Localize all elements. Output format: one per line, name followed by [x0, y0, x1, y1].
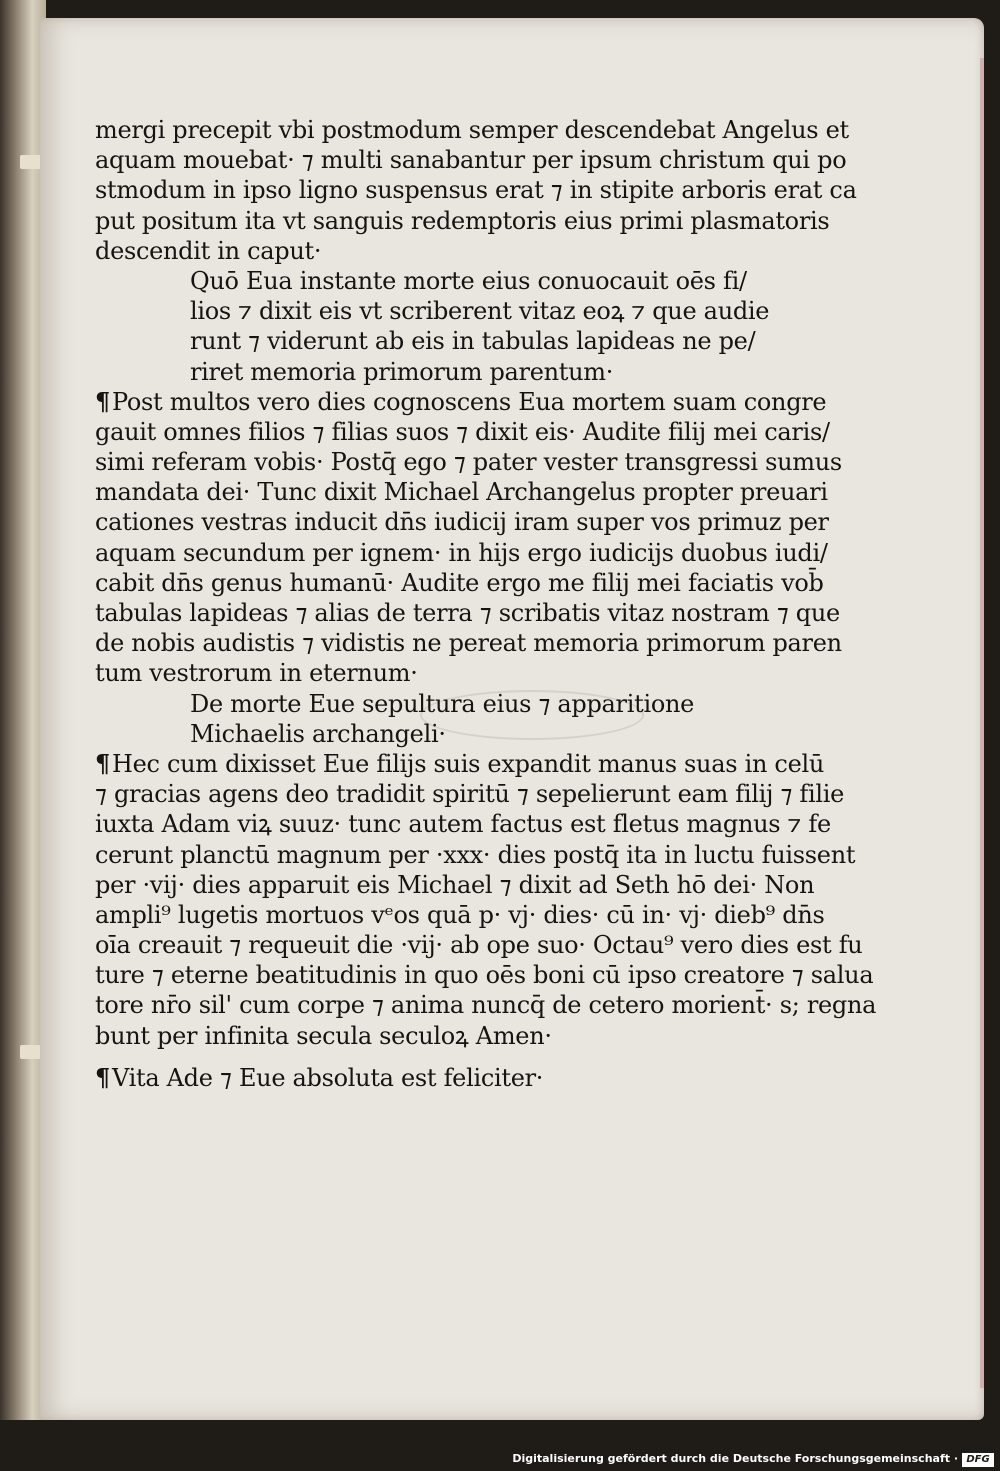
text-line: tum vestrorum in eternum·	[95, 659, 418, 688]
spacer	[95, 1051, 795, 1063]
text-line: ture ⁊ eterne beatitudinis in quo oēs boni cū ipso creatore ⁊ salua	[95, 961, 874, 990]
text-line: Hec cum dixisset Eue filijs suis expandit manus suas in celū	[111, 749, 825, 778]
text-line-with-pilcrow	[95, 386, 827, 417]
text-line: de nobis audistis ⁊ vidistis ne pereat memoria primorum paren	[95, 629, 842, 658]
text-line: descendit in caput·	[95, 236, 322, 265]
incunable-text	[95, 115, 877, 1093]
pilcrow-mark: ¶	[95, 1062, 110, 1092]
pilcrow-mark: ¶	[95, 748, 110, 778]
text-line: simi referam vobis· Postq̄ ego ⁊ pater vester transgressi sumus	[95, 448, 842, 477]
text-line: aquam secundum per ignem· in hijs ergo iudicijs duobus iudi/	[95, 538, 828, 567]
text-line: cabit dn̄s genus humanū· Audite ergo me filij mei faciatis vob̄	[95, 568, 824, 597]
dfg-logo: DFG	[962, 1453, 994, 1467]
chapter-heading-line: runt ⁊ viderunt ab eis in tabulas lapideas ne pe/	[190, 327, 756, 356]
funding-credit: Digitalisierung gefördert durch die Deutsche Forschungsgemeinschaft ·	[512, 1452, 958, 1465]
chapter-heading-line: Michaelis archangeli·	[190, 719, 446, 748]
chapter-heading-line: lios ⁊ dixit eis vt scriberent vitaz eoꝝ ⁊ que audie	[190, 297, 770, 326]
binding-thread	[20, 155, 42, 169]
text-line: ⁊ gracias agens deo tradidit spiritū ⁊ sepelierunt eam filij ⁊ filie	[95, 780, 845, 809]
text-line: stmodum in ipso ligno suspensus erat ⁊ in stipite arboris erat ca	[95, 176, 857, 205]
digitization-footer	[0, 1420, 1000, 1471]
chapter-heading-line: riret memoria primorum parentum·	[190, 357, 614, 386]
explicit-text: Vita Ade ⁊ Eue absoluta est feliciter·	[111, 1063, 544, 1092]
text-line: aquam mouebat· ⁊ multi sanabantur per ipsum christum qui po	[95, 146, 847, 175]
page-edge	[980, 58, 984, 1388]
text-line: gauit omnes filios ⁊ filias suos ⁊ dixit eis· Audite filij mei caris/	[95, 417, 830, 446]
chapter-heading-line: De morte Eue sepultura eius ⁊ apparitione	[190, 689, 695, 718]
text-line-with-pilcrow	[95, 748, 825, 779]
text-line: cationes vestras inducit dn̄s iudicij iram super vos primuz per	[95, 508, 829, 537]
text-line: ampli⁹ lugetis mortuos vᵉos quā p· vj· dies· cū in· vj· dieb⁹ dn̄s	[95, 900, 825, 929]
chapter-heading-line: Quō Eua instante morte eius conuocauit oēs fi/	[190, 266, 747, 295]
text-line: cerunt planctū magnum per ·xxx· dies postq̄ ita in luctu fuissent	[95, 840, 856, 869]
text-line: tore nr̄o sil' cum corpe ⁊ anima nuncq̄ de cetero morient̄· s; regna	[95, 991, 877, 1020]
pilcrow-mark: ¶	[95, 386, 110, 416]
text-line: mandata dei· Tunc dixit Michael Archangelus propter preuari	[95, 478, 828, 507]
text-line: tabulas lapideas ⁊ alias de terra ⁊ scribatis vitaz nostram ⁊ que	[95, 599, 840, 627]
text-line: mergi precepit vbi postmodum semper descendebat Angelus et	[95, 116, 849, 144]
text-line: Post multos vero dies cognoscens Eua mortem suam congre	[111, 387, 827, 416]
explicit-line	[95, 1063, 795, 1093]
text-line: oīa creauit ⁊ requeuit die ·vij· ab ope suo· Octau⁹ vero dies est fu	[95, 931, 863, 960]
binding-thread	[20, 1045, 42, 1059]
text-line: per ·vij· dies apparuit eis Michael ⁊ dixit ad Seth hō dei· Non	[95, 870, 815, 899]
text-line: bunt per infinita secula seculoꝝ Amen·	[95, 1021, 552, 1050]
text-line: iuxta Adam viꝝ suuz· tunc autem factus est fletus magnus ⁊ fe	[95, 810, 831, 839]
text-line: put positum ita vt sanguis redemptoris eius primi plasmatoris	[95, 206, 830, 235]
